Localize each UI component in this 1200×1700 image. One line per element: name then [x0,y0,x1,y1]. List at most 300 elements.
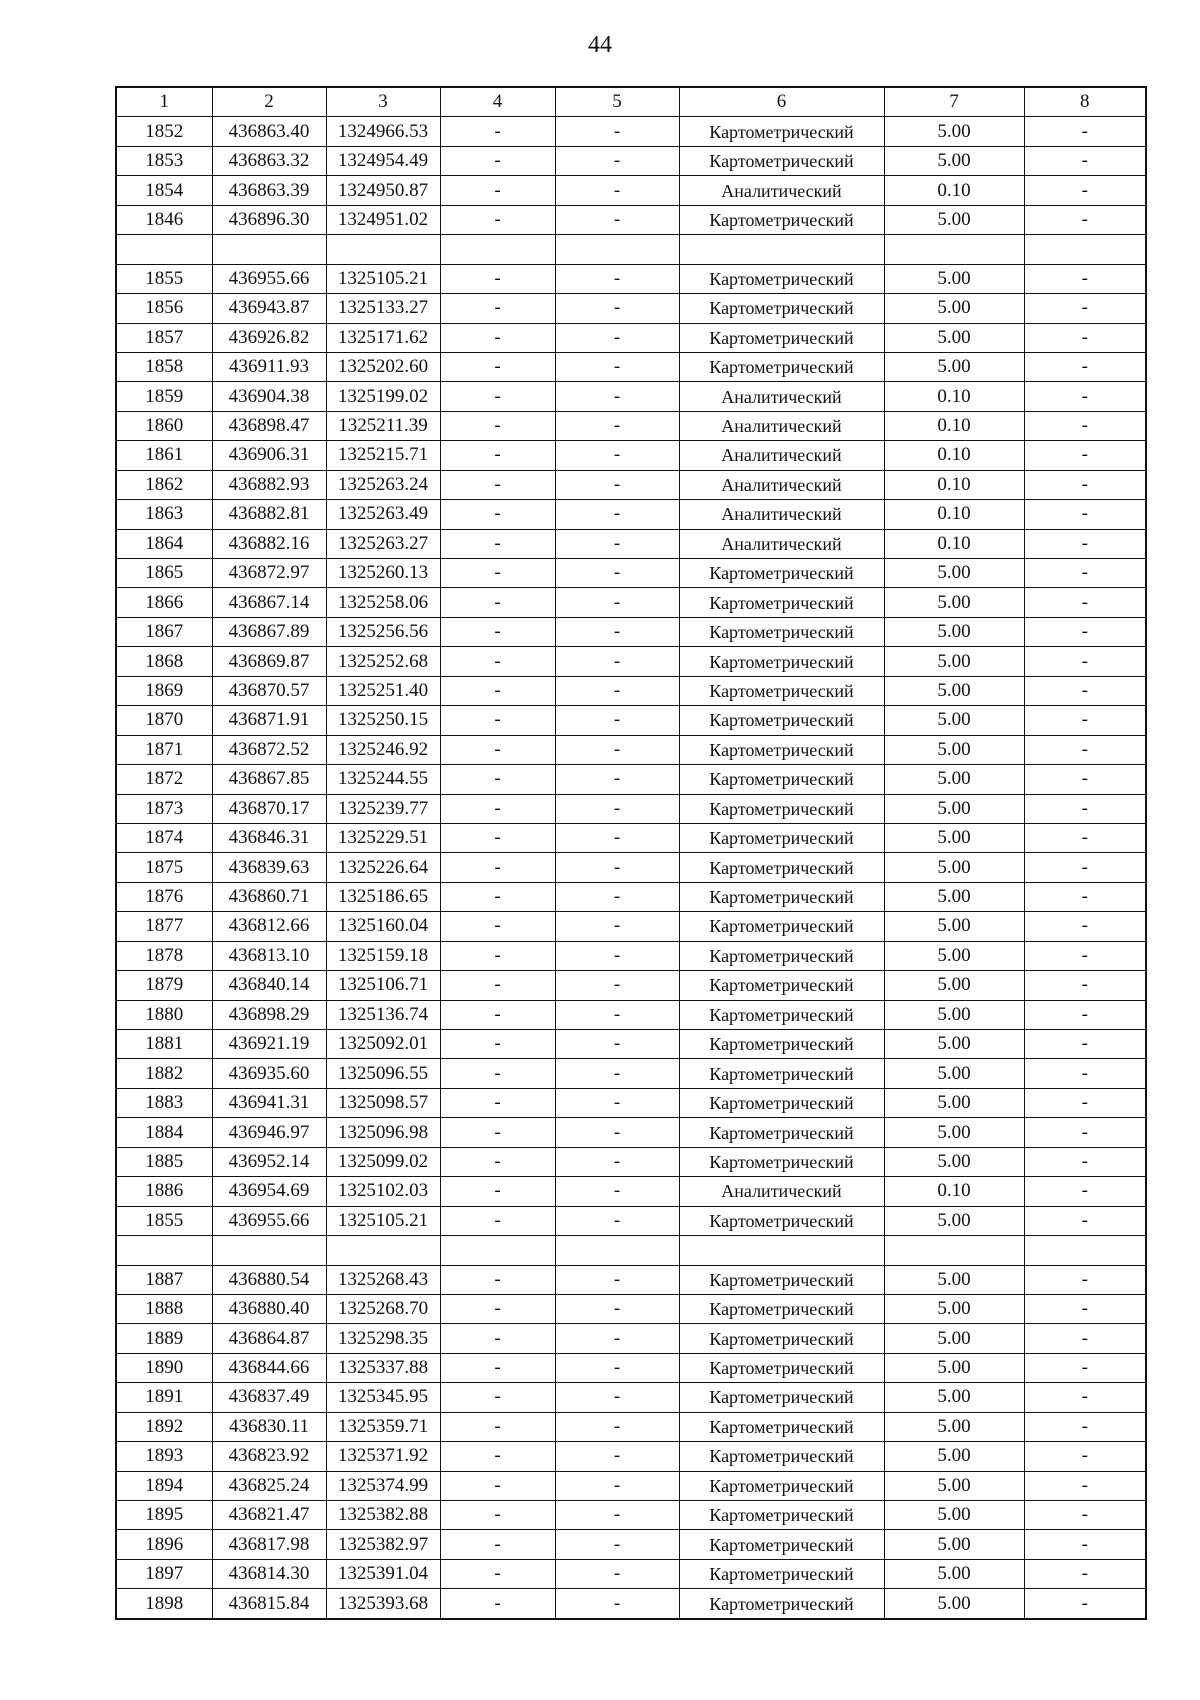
col8-cell: - [1024,1177,1146,1206]
point-number-cell: 1852 [116,117,212,146]
y-coordinate-cell: 1325246.92 [326,735,440,764]
accuracy-cell: 0.10 [884,500,1024,529]
point-number-cell: 1885 [116,1147,212,1176]
col8-cell: - [1024,971,1146,1000]
y-coordinate-cell: 1325252.68 [326,647,440,676]
x-coordinate-cell: 436870.57 [212,676,326,705]
y-coordinate-cell: 1325359.71 [326,1412,440,1441]
x-coordinate-cell: 436880.54 [212,1265,326,1294]
method-cell: Картометрический [679,823,884,852]
point-number-cell: 1896 [116,1530,212,1559]
y-coordinate-cell: 1325337.88 [326,1353,440,1382]
accuracy-cell [884,1236,1024,1265]
col8-cell: - [1024,1147,1146,1176]
col5-cell: - [555,559,679,588]
accuracy-cell: 5.00 [884,617,1024,646]
col5-cell: - [555,735,679,764]
point-number-cell: 1859 [116,382,212,411]
y-coordinate-cell: 1325260.13 [326,559,440,588]
col4-cell: - [440,1324,555,1353]
y-coordinate-cell: 1325263.49 [326,500,440,529]
col4-cell: - [440,1442,555,1471]
col8-cell: - [1024,647,1146,676]
col4-cell: - [440,971,555,1000]
accuracy-cell: 5.00 [884,1147,1024,1176]
point-number-cell: 1871 [116,735,212,764]
col8-cell [1024,235,1146,264]
col4-cell: - [440,676,555,705]
method-cell: Картометрический [679,1294,884,1323]
y-coordinate-cell: 1325229.51 [326,823,440,852]
table-row [116,853,1146,882]
table-row [116,971,1146,1000]
accuracy-cell: 0.10 [884,470,1024,499]
point-number-cell: 1863 [116,500,212,529]
y-coordinate-cell: 1325298.35 [326,1324,440,1353]
point-number-cell: 1855 [116,264,212,293]
x-coordinate-cell: 436863.39 [212,176,326,205]
col8-cell: - [1024,1000,1146,1029]
col8-cell: - [1024,470,1146,499]
col8-cell: - [1024,1059,1146,1088]
y-coordinate-cell: 1325256.56 [326,617,440,646]
accuracy-cell: 5.00 [884,1383,1024,1412]
col8-cell: - [1024,1088,1146,1117]
x-coordinate-cell: 436863.32 [212,146,326,175]
col4-cell: - [440,1471,555,1500]
x-coordinate-cell: 436814.30 [212,1559,326,1588]
col8-cell: - [1024,352,1146,381]
accuracy-cell: 5.00 [884,647,1024,676]
table-row [116,1442,1146,1471]
point-number-cell: 1867 [116,617,212,646]
y-coordinate-cell: 1325105.21 [326,264,440,293]
point-number-cell [116,1236,212,1265]
table-row [116,500,1146,529]
table-row [116,1501,1146,1530]
column-header: 6 [679,87,884,117]
accuracy-cell: 5.00 [884,971,1024,1000]
point-number-cell: 1861 [116,441,212,470]
method-cell: Аналитический [679,176,884,205]
x-coordinate-cell: 436867.89 [212,617,326,646]
table-row [116,647,1146,676]
method-cell: Картометрический [679,617,884,646]
x-coordinate-cell: 436952.14 [212,1147,326,1176]
col4-cell: - [440,411,555,440]
method-cell: Картометрический [679,765,884,794]
method-cell: Картометрический [679,1589,884,1619]
x-coordinate-cell [212,1236,326,1265]
point-number-cell: 1870 [116,706,212,735]
x-coordinate-cell: 436812.66 [212,912,326,941]
col8-cell: - [1024,882,1146,911]
col8-cell: - [1024,176,1146,205]
x-coordinate-cell: 436871.91 [212,706,326,735]
col4-cell: - [440,529,555,558]
method-cell: Аналитический [679,529,884,558]
accuracy-cell: 5.00 [884,1265,1024,1294]
col5-cell: - [555,1265,679,1294]
col5-cell: - [555,706,679,735]
col4-cell: - [440,1088,555,1117]
table-row [116,1353,1146,1382]
accuracy-cell: 5.00 [884,1471,1024,1500]
y-coordinate-cell: 1325199.02 [326,382,440,411]
table-row [116,1177,1146,1206]
col8-cell: - [1024,323,1146,352]
y-coordinate-cell: 1325258.06 [326,588,440,617]
col4-cell: - [440,588,555,617]
table-row [116,676,1146,705]
col8-cell: - [1024,382,1146,411]
col8-cell [1024,1236,1146,1265]
method-cell: Картометрический [679,735,884,764]
column-header: 1 [116,87,212,117]
column-header: 8 [1024,87,1146,117]
table-row [116,411,1146,440]
point-number-cell: 1898 [116,1589,212,1619]
y-coordinate-cell: 1325345.95 [326,1383,440,1412]
y-coordinate-cell: 1325106.71 [326,971,440,1000]
col5-cell: - [555,1118,679,1147]
col8-cell: - [1024,588,1146,617]
col8-cell: - [1024,500,1146,529]
column-header: 3 [326,87,440,117]
table-row [116,146,1146,175]
y-coordinate-cell: 1325391.04 [326,1559,440,1588]
point-number-cell: 1894 [116,1471,212,1500]
page-number: 44 [588,32,612,58]
col5-cell: - [555,1353,679,1382]
col5-cell: - [555,1177,679,1206]
col4-cell: - [440,264,555,293]
col5-cell: - [555,323,679,352]
col5-cell: - [555,1383,679,1412]
x-coordinate-cell: 436872.52 [212,735,326,764]
col5-cell: - [555,382,679,411]
x-coordinate-cell: 436815.84 [212,1589,326,1619]
accuracy-cell: 5.00 [884,823,1024,852]
col4-cell: - [440,1000,555,1029]
col4-cell: - [440,794,555,823]
point-number-cell: 1860 [116,411,212,440]
x-coordinate-cell: 436813.10 [212,941,326,970]
x-coordinate-cell: 436867.14 [212,588,326,617]
col5-cell: - [555,500,679,529]
col8-cell: - [1024,1412,1146,1441]
method-cell: Картометрический [679,1530,884,1559]
table-row [116,1118,1146,1147]
accuracy-cell: 5.00 [884,146,1024,175]
col5-cell: - [555,794,679,823]
y-coordinate-cell: 1325105.21 [326,1206,440,1235]
col8-cell: - [1024,823,1146,852]
y-coordinate-cell: 1325244.55 [326,765,440,794]
y-coordinate-cell: 1325092.01 [326,1030,440,1059]
point-number-cell: 1888 [116,1294,212,1323]
col4-cell [440,1236,555,1265]
col5-cell: - [555,205,679,234]
y-coordinate-cell: 1325268.43 [326,1265,440,1294]
col4-cell: - [440,912,555,941]
col8-cell: - [1024,559,1146,588]
table-row [116,323,1146,352]
x-coordinate-cell: 436882.81 [212,500,326,529]
col4-cell: - [440,1412,555,1441]
x-coordinate-cell: 436870.17 [212,794,326,823]
table-row [116,823,1146,852]
x-coordinate-cell: 436846.31 [212,823,326,852]
col8-cell: - [1024,1294,1146,1323]
x-coordinate-cell: 436882.16 [212,529,326,558]
accuracy-cell: 5.00 [884,794,1024,823]
col5-cell: - [555,264,679,293]
method-cell: Аналитический [679,411,884,440]
col4-cell: - [440,617,555,646]
col4-cell: - [440,323,555,352]
y-coordinate-cell: 1325263.24 [326,470,440,499]
col4-cell: - [440,1589,555,1619]
point-number-cell: 1868 [116,647,212,676]
col5-cell: - [555,617,679,646]
col5-cell: - [555,1000,679,1029]
method-cell: Картометрический [679,941,884,970]
col8-cell: - [1024,1030,1146,1059]
table-row [116,882,1146,911]
method-cell: Картометрический [679,647,884,676]
table-row [116,264,1146,293]
col4-cell: - [440,1530,555,1559]
table-row [116,617,1146,646]
col4-cell: - [440,559,555,588]
col5-cell: - [555,882,679,911]
method-cell: Картометрический [679,1000,884,1029]
col5-cell: - [555,352,679,381]
y-coordinate-cell: 1325096.98 [326,1118,440,1147]
point-number-cell: 1881 [116,1030,212,1059]
col8-cell: - [1024,441,1146,470]
col4-cell: - [440,1118,555,1147]
method-cell: Картометрический [679,1501,884,1530]
accuracy-cell: 5.00 [884,1353,1024,1382]
table-body [116,117,1146,1619]
col8-cell: - [1024,1118,1146,1147]
col4-cell: - [440,1353,555,1382]
accuracy-cell: 5.00 [884,352,1024,381]
method-cell: Картометрический [679,1412,884,1441]
col5-cell: - [555,1501,679,1530]
point-number-cell: 1872 [116,765,212,794]
x-coordinate-cell: 436955.66 [212,264,326,293]
y-coordinate-cell: 1325096.55 [326,1059,440,1088]
table-row [116,1294,1146,1323]
col5-cell [555,1236,679,1265]
x-coordinate-cell: 436844.66 [212,1353,326,1382]
col8-cell: - [1024,853,1146,882]
x-coordinate-cell: 436817.98 [212,1530,326,1559]
x-coordinate-cell: 436921.19 [212,1030,326,1059]
col8-cell: - [1024,1559,1146,1588]
table-row [116,117,1146,146]
accuracy-cell: 5.00 [884,1206,1024,1235]
table-row [116,1559,1146,1588]
point-number-cell: 1869 [116,676,212,705]
point-number-cell: 1854 [116,176,212,205]
col5-cell: - [555,1030,679,1059]
accuracy-cell: 5.00 [884,559,1024,588]
col5-cell: - [555,1147,679,1176]
accuracy-cell: 5.00 [884,1000,1024,1029]
y-coordinate-cell: 1324951.02 [326,205,440,234]
method-cell: Картометрический [679,205,884,234]
accuracy-cell: 0.10 [884,529,1024,558]
method-cell: Картометрический [679,1559,884,1588]
x-coordinate-cell [212,235,326,264]
table-row [116,1589,1146,1619]
table-row [116,470,1146,499]
method-cell: Картометрический [679,1471,884,1500]
point-number-cell: 1874 [116,823,212,852]
point-number-cell: 1846 [116,205,212,234]
col5-cell: - [555,411,679,440]
x-coordinate-cell: 436896.30 [212,205,326,234]
accuracy-cell: 0.10 [884,176,1024,205]
col4-cell: - [440,294,555,323]
col4-cell: - [440,117,555,146]
col8-cell: - [1024,1383,1146,1412]
x-coordinate-cell: 436954.69 [212,1177,326,1206]
x-coordinate-cell: 436872.97 [212,559,326,588]
col5-cell: - [555,1530,679,1559]
method-cell: Аналитический [679,470,884,499]
column-header: 5 [555,87,679,117]
accuracy-cell: 5.00 [884,588,1024,617]
point-number-cell: 1880 [116,1000,212,1029]
point-number-cell: 1857 [116,323,212,352]
col4-cell: - [440,352,555,381]
col8-cell: - [1024,912,1146,941]
col8-cell: - [1024,529,1146,558]
point-number-cell [116,235,212,264]
col4-cell: - [440,1147,555,1176]
table-row [116,1265,1146,1294]
col4-cell: - [440,1206,555,1235]
col4-cell: - [440,735,555,764]
x-coordinate-cell: 436825.24 [212,1471,326,1500]
col5-cell: - [555,765,679,794]
point-number-cell: 1853 [116,146,212,175]
point-number-cell: 1890 [116,1353,212,1382]
table-row [116,735,1146,764]
table-row [116,1088,1146,1117]
col4-cell: - [440,1501,555,1530]
y-coordinate-cell: 1325226.64 [326,853,440,882]
point-number-cell: 1858 [116,352,212,381]
table-row [116,1412,1146,1441]
x-coordinate-cell: 436839.63 [212,853,326,882]
col4-cell: - [440,441,555,470]
col8-cell: - [1024,1324,1146,1353]
y-coordinate-cell: 1325382.97 [326,1530,440,1559]
col4-cell: - [440,205,555,234]
accuracy-cell: 5.00 [884,882,1024,911]
accuracy-cell: 5.00 [884,1442,1024,1471]
y-coordinate-cell [326,235,440,264]
col4-cell: - [440,146,555,175]
point-number-cell: 1892 [116,1412,212,1441]
x-coordinate-cell: 436906.31 [212,441,326,470]
x-coordinate-cell: 436837.49 [212,1383,326,1412]
point-number-cell: 1855 [116,1206,212,1235]
accuracy-cell: 5.00 [884,941,1024,970]
table-header [116,87,1146,117]
table-row [116,588,1146,617]
accuracy-cell: 5.00 [884,735,1024,764]
col5-cell: - [555,676,679,705]
method-cell: Аналитический [679,382,884,411]
col8-cell: - [1024,1206,1146,1235]
method-cell: Картометрический [679,1147,884,1176]
point-number-cell: 1879 [116,971,212,1000]
table-row [116,941,1146,970]
accuracy-cell: 5.00 [884,205,1024,234]
table-row [116,1000,1146,1029]
x-coordinate-cell: 436869.87 [212,647,326,676]
x-coordinate-cell: 436867.85 [212,765,326,794]
y-coordinate-cell [326,1236,440,1265]
accuracy-cell: 5.00 [884,323,1024,352]
col5-cell: - [555,117,679,146]
x-coordinate-cell: 436898.29 [212,1000,326,1029]
table-row [116,235,1146,264]
x-coordinate-cell: 436863.40 [212,117,326,146]
col5-cell: - [555,1442,679,1471]
table-row [116,1383,1146,1412]
header-row [116,87,1146,117]
x-coordinate-cell: 436926.82 [212,323,326,352]
x-coordinate-cell: 436898.47 [212,411,326,440]
col8-cell: - [1024,205,1146,234]
point-number-cell: 1893 [116,1442,212,1471]
col4-cell: - [440,1294,555,1323]
point-number-cell: 1884 [116,1118,212,1147]
table-row [116,1236,1146,1265]
y-coordinate-cell: 1325393.68 [326,1589,440,1619]
col4-cell: - [440,647,555,676]
col4-cell: - [440,706,555,735]
method-cell: Картометрический [679,706,884,735]
accuracy-cell: 5.00 [884,1412,1024,1441]
col5-cell: - [555,294,679,323]
accuracy-cell: 0.10 [884,382,1024,411]
table-row [116,176,1146,205]
table-row [116,529,1146,558]
method-cell [679,1236,884,1265]
col5-cell: - [555,1206,679,1235]
col4-cell: - [440,941,555,970]
method-cell: Картометрический [679,794,884,823]
method-cell: Картометрический [679,1383,884,1412]
col5-cell: - [555,1471,679,1500]
table-row [116,1030,1146,1059]
col5-cell: - [555,441,679,470]
table-row [116,1324,1146,1353]
col8-cell: - [1024,1589,1146,1619]
col4-cell: - [440,882,555,911]
col5-cell: - [555,470,679,499]
col8-cell: - [1024,1353,1146,1382]
